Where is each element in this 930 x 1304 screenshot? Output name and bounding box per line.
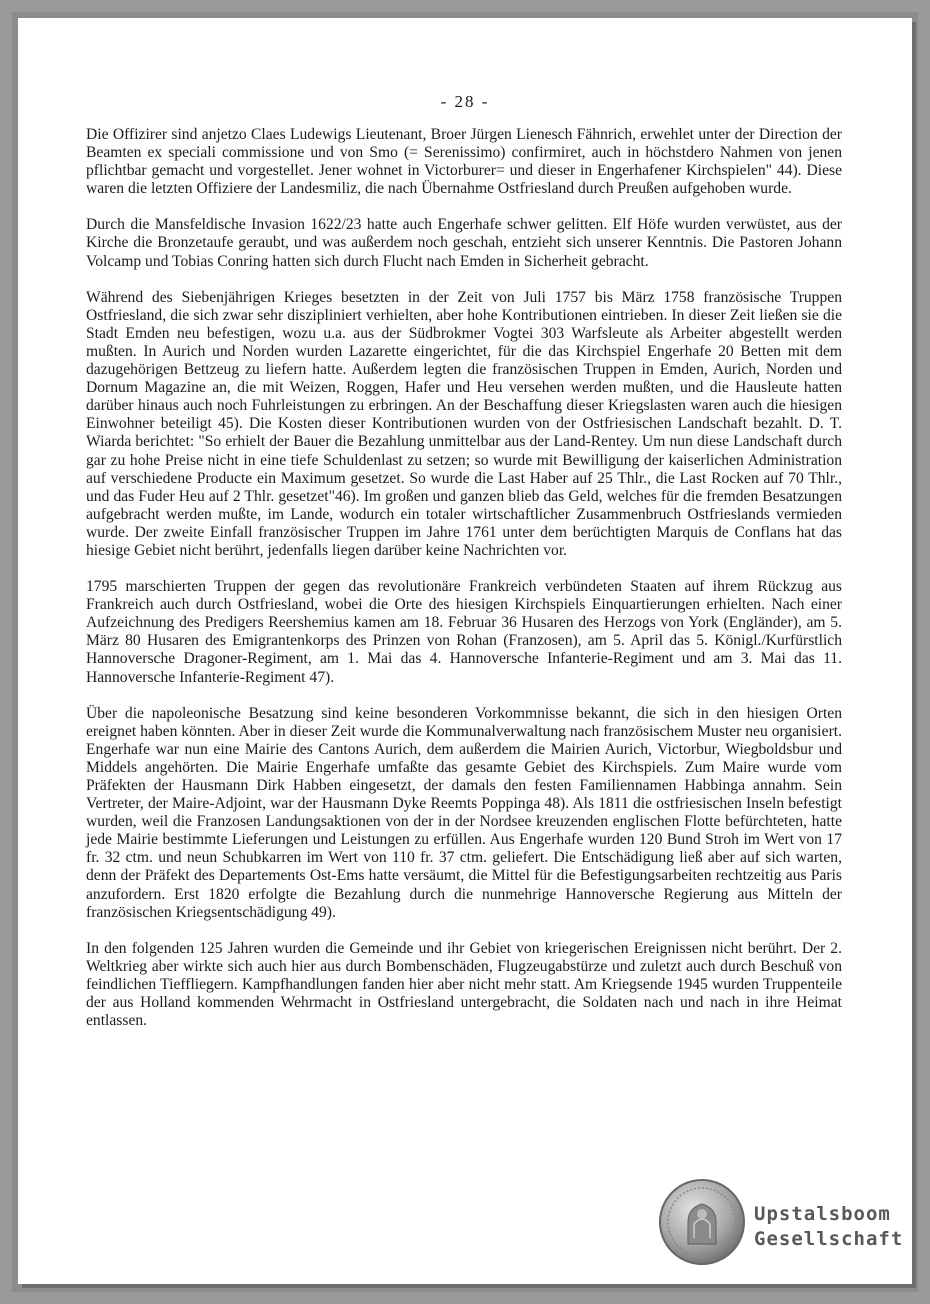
paragraph-mansfeld-invasion: Durch die Mansfeldische Invasion 1622/23 hatte auch Engerhafe schwer gelitten. Elf Höfe wurden verwüstet, aus der Kirche die Bronzetaufe geraubt, und was außerdem noch geschah, entzieht sich unserer Kenntnis. Die Pastoren Johann Volcamp und Tobias Conring hatten sich durch Flucht nach Emden in Sicherheit gebracht. [86, 216, 842, 270]
paragraph-seven-years-war: Während des Siebenjährigen Krieges besetzten in der Zeit von Juli 1757 bis März 1758 französische Truppen Ostfriesland, die sich zwar sehr diszipliniert verhielten, aber hohe Kontributionen eintrieben. In dieser Zeit ließen sie die Stadt Emden neu befestigen, wozu u.a. aus der Südbrokmer Vogtei 303 Warfsleute als Arbeiter abgestellt werden mußten. In Aurich und Norden wurden Lazarette eingerichtet, für die das Kirchspiel Engerhafe 20 Betten mit dem dazugehörigen Bettzeug zu liefern hatte. Außerdem legten die französischen Truppen in Emden, Aurich, Norden und Dornum Magazine an, die mit Weizen, Roggen, Hafer und Heu versehen werden mußten, und die Hausleute hatten darüber hinaus auch noch Fuhrleistungen zu erbringen. An der Beschaffung dieser Kriegslasten waren auch die hiesigen Einwohner beteiligt 45). Die Kosten dieser Kontributionen wurden von der Ostfriesischen Landschaft bezahlt. D. T. Wiarda berichtet: "So erhielt der Bauer die Bezahlung unmittelbar aus der Land-Rentey. Um nun diese Landschaft durch gar zu hohe Preise nicht in eine tiefe Schuldenlast zu setzen; so wurde mit Bewilligung der kaiserlichen Administration auf verschiedene Producte ein Maximum gesetzet. So wurde die Last Haber auf 25 Thlr., die Last Rocken auf 70 Thlr., und das Fuder Heu auf 2 Thlr. gesetzet"46). Im großen und ganzen blieb das Geld, welches für die fremden Besatzungen aufgebracht werden mußte, im Lande, wodurch ein totaler wirtschaftlicher Zusammenbruch Ostfrieslands vermieden wurde. Der zweite Einfall französischer Truppen im Jahre 1761 unter dem berüchtigten Marquis de Conflans hat das hiesige Gebiet nicht berührt, jedenfalls liegen darüber keine Nachrichten vor. [86, 288, 842, 559]
paragraph-following-years: In den folgenden 125 Jahren wurden die Gemeinde und ihr Gebiet von kriegerischen Ereignissen nicht berührt. Der 2. Weltkrieg aber wirkte sich auch hier aus durch Bombenschäden, Flugzeugabstürze und zuletzt auch durch Beschuß von feindlichen Tieffliegern. Kampfhandlungen fanden hier aber nicht mehr statt. Am Kriegsende 1945 wurden Truppenteile der aus Holland kommenden Wehrmacht in Ostfriesland untergebracht, die Soldaten nach und nach in ihre Heimat entlassen. [86, 939, 842, 1030]
brand-line-1: Upstalsboom [754, 1203, 891, 1225]
brand-line-2: Gesellschaft [754, 1228, 904, 1250]
paragraph-napoleonic-occupation: Über die napoleonische Besatzung sind keine besonderen Vorkommnisse bekannt, die sich in den hiesigen Orten ereignet haben könnten. Aber in dieser Zeit wurde die Kommunalverwaltung nach französischem Muster neu organisiert. Engerhafe war nun eine Mairie des Cantons Aurich, dem außerdem die Mairien Aurich, Victorbur, Wiegboldsbur und Middels angehörten. Die Mairie Engerhafe umfaßte das gesamte Gebiet des Kirchspiels. Zum Maire wurde vom Präfekten der Hausmann Dirk Habben eingesetzt, der damals den festen Familiennamen Habbinga annahm. Sein Vertreter, der Maire-Adjoint, war der Hausmann Dyke Reemts Poppinga 48). Als 1811 die ostfriesischen Inseln befestigt wurden, weil die Franzosen Landungsaktionen von der in der Nordsee kreuzenden englischen Flotte befürchteten, hatte jede Mairie bestimmte Lieferungen und Leistungen zu erfüllen. Aus Engerhafe wurden 120 Bund Stroh im Wert von 17 fr. 32 ctm. und neun Schubkarren im Wert von 110 fr. 37 ctm. geliefert. Die Entschädigung ließ aber auf sich warten, denn der Präfekt des Departements Ost-Ems hatte versäumt, die Mittel für die Befestigungsarbeiten rechtzeitig aus Paris anzufordern. Erst 1820 erfolgte die Bezahlung durch die nunmehrige Hannoversche Regierung aus Mitteln der französischen Kriegsentschädigung 49). [86, 704, 842, 921]
seal-icon [658, 1178, 746, 1266]
body-text [86, 126, 842, 1048]
brand-logo [754, 1202, 903, 1252]
paragraph-officers: Die Offizirer sind anjetzo Claes Ludewigs Lieutenant, Broer Jürgen Lienesch Fähnrich, erwehlet unter der Direction der Beamten ex speciali commissione und von Smo (= Serenissimo) confirmiret, auch in höchstdero Nahmen von jenen pflichtbar gemacht und vorgestellet. Jener wohnet in Victorburer= und dieser in Engerhafener Kirchspielen" 44). Diese waren die letzten Offiziere der Landesmiliz, die nach Übernahme Ostfriesland durch Preußen aufgehoben wurde. [86, 126, 842, 198]
paragraph-1795-troops: 1795 marschierten Truppen der gegen das revolutionäre Frankreich verbündeten Staaten auf ihrem Rückzug aus Frankreich auch durch Ostfriesland, wobei die Orte des hiesigen Kirchspiels Einquartierungen erhielten. Nach einer Aufzeichnung des Predigers Reershemius kamen am 18. Februar 36 Husaren des Herzogs von York (Engländer), am 5. März 80 Husaren des Emigrantenkorps des Prinzen von Rohan (Franzosen), am 5. April das 5. Königl./Kurfürstlich Hannoversche Dragoner-Regiment, am 1. Mai das 4. Hannoversche Infanterie-Regiment und am 3. Mai das 11. Hannoversche Infanterie-Regiment 47). [86, 578, 842, 686]
page-number: - 28 - [440, 92, 490, 111]
document-page [18, 18, 912, 1284]
